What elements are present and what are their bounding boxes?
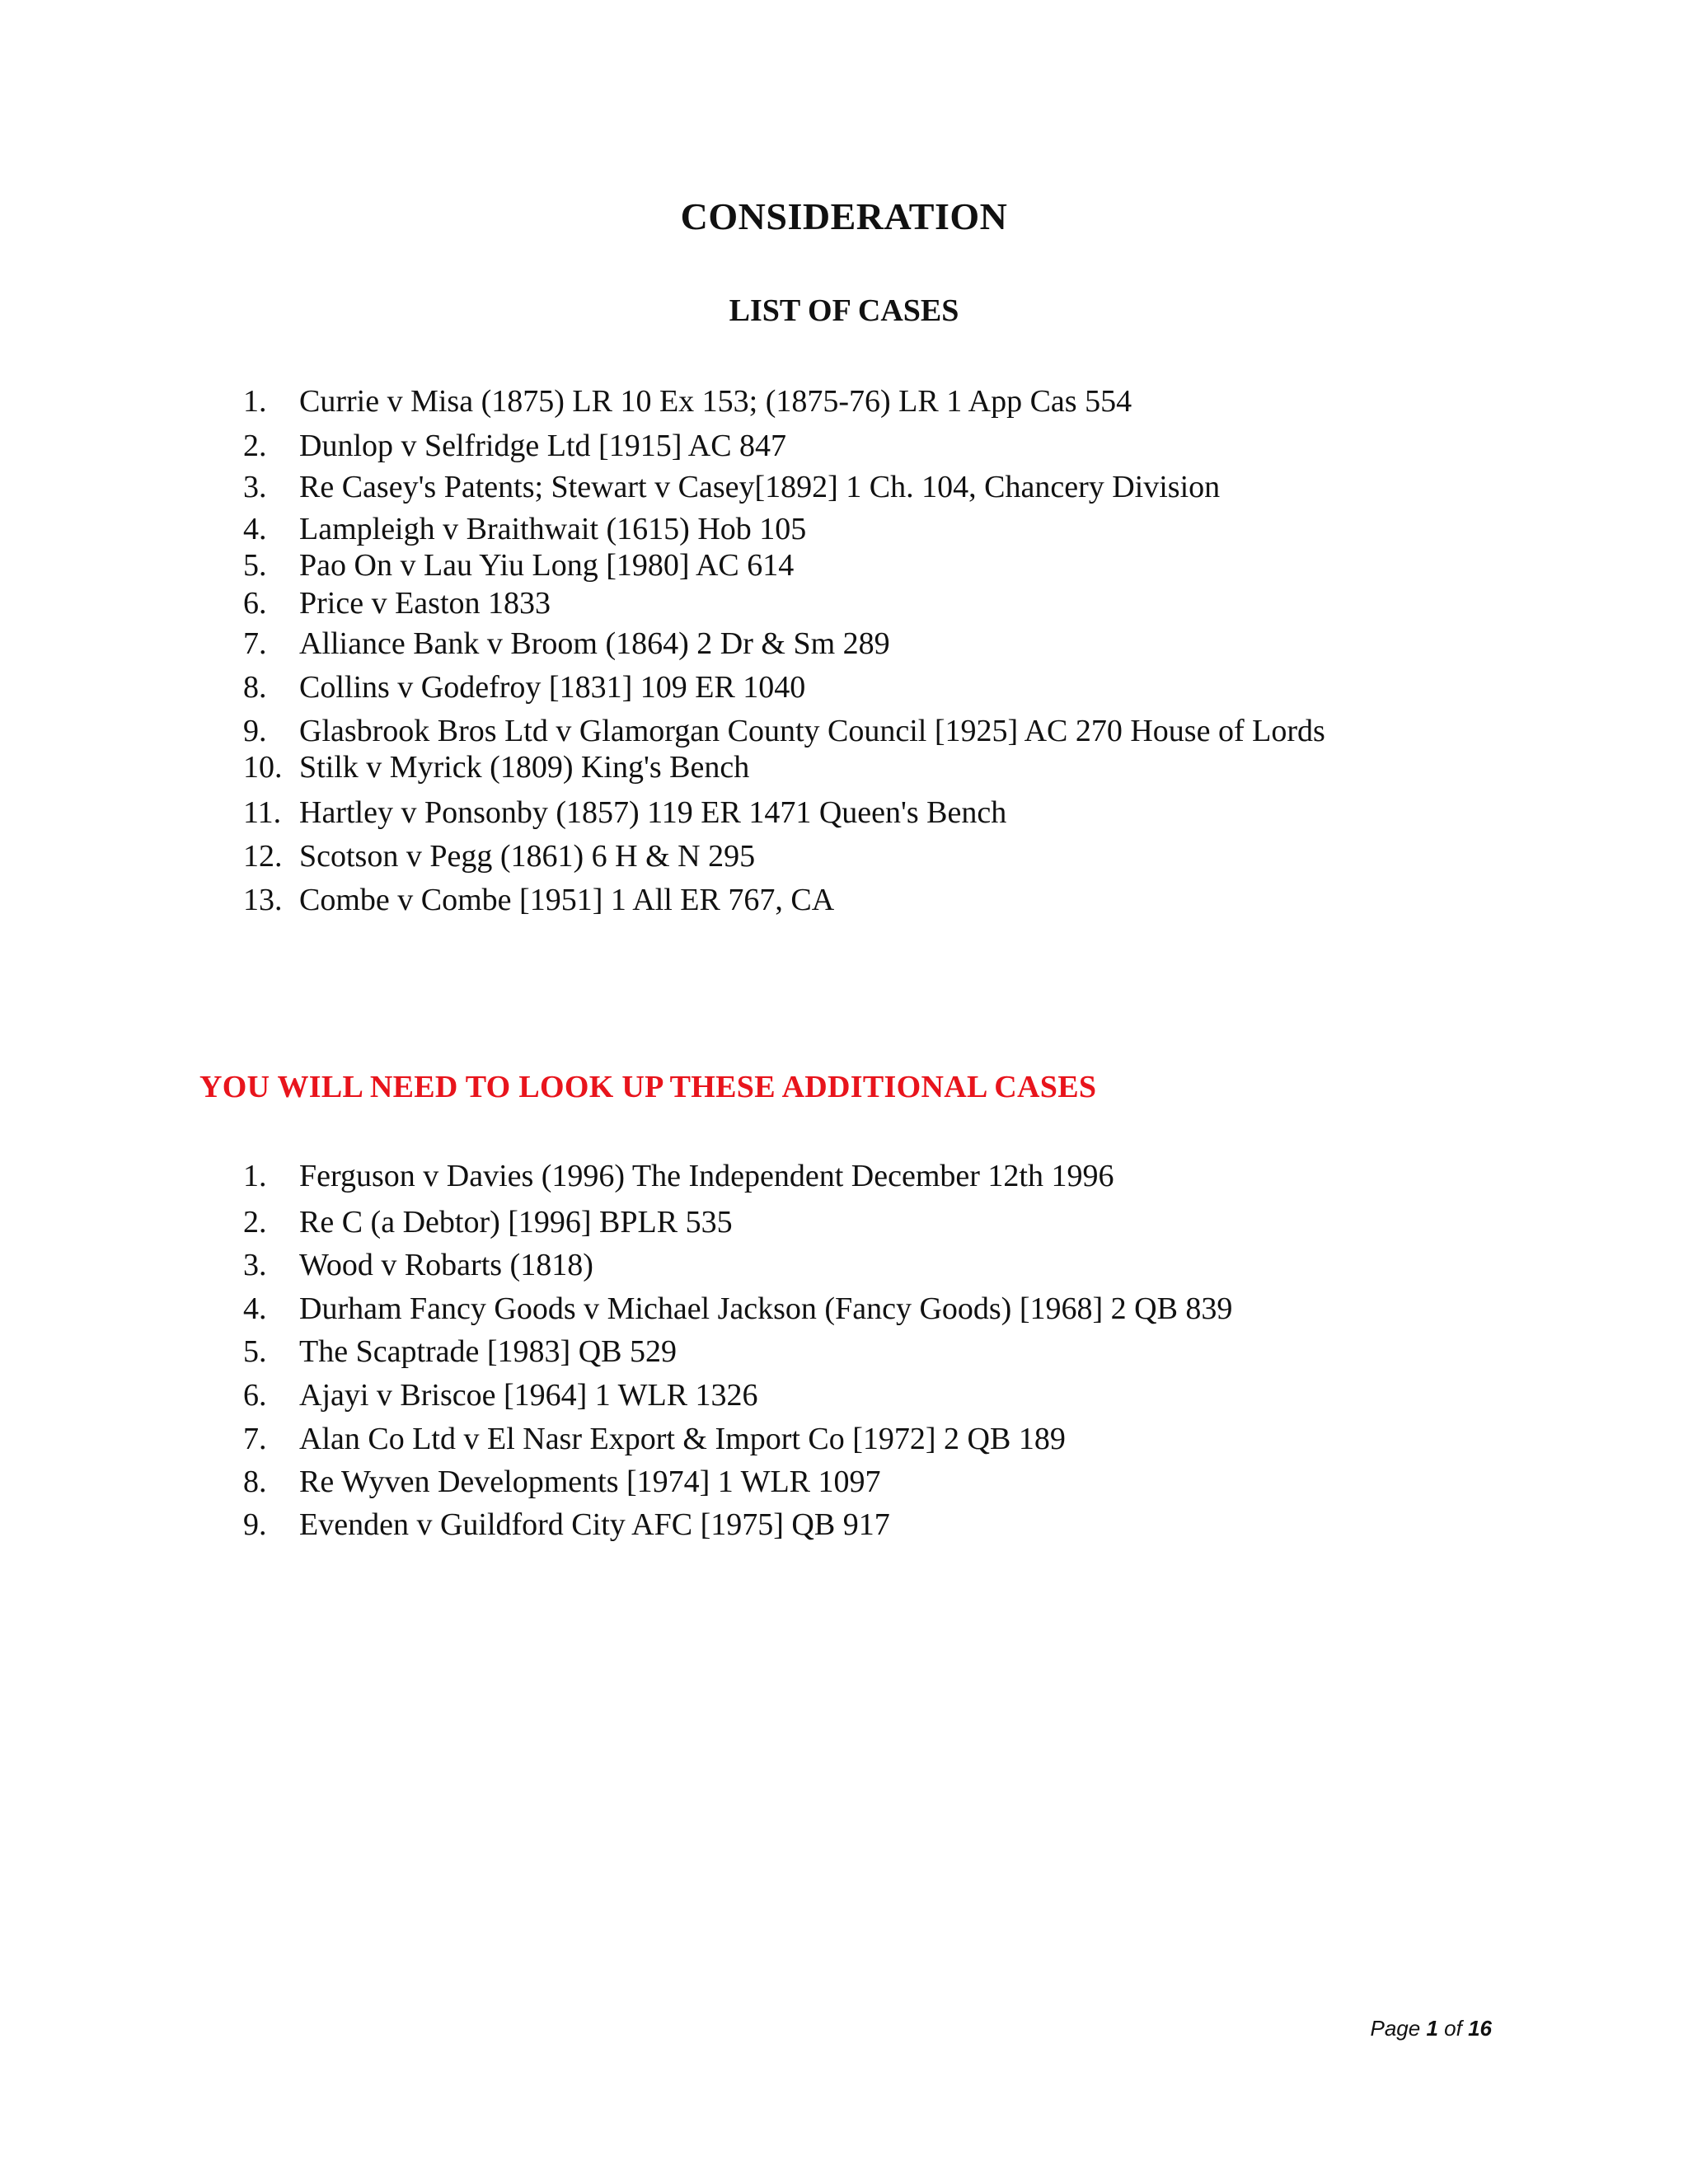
list-item-text: Ferguson v Davies (1996) The Independent December 12th 1996: [299, 1159, 1114, 1193]
list-item-text: Collins v Godefroy [1831] 109 ER 1040: [299, 670, 806, 705]
list-item: [243, 1506, 890, 1544]
document-title: CONSIDERATION: [680, 195, 1008, 237]
list-item: [243, 584, 551, 622]
list-item: [243, 468, 1220, 506]
list-item-text: Glasbrook Bros Ltd v Glamorgan County Council [1925] AC 270 House of Lords: [299, 714, 1325, 748]
current-page-number: 1: [1426, 2016, 1438, 2041]
list-item-number: 6.: [243, 1378, 267, 1413]
list-item-text: Ajayi v Briscoe [1964] 1 WLR 1326: [299, 1378, 758, 1413]
list-item-number: 3.: [243, 470, 267, 504]
list-item-number: 11.: [243, 795, 282, 830]
list-item-text: Price v Easton 1833: [299, 586, 551, 621]
list-item-text: Scotson v Pegg (1861) 6 H & N 295: [299, 839, 756, 874]
list-item-text: Re C (a Debtor) [1996] BPLR 535: [299, 1205, 733, 1240]
list-item-number: 8.: [243, 670, 267, 705]
list-item: [243, 881, 834, 919]
list-item-text: Stilk v Myrick (1809) King's Bench: [299, 750, 750, 785]
list-item-number: 10.: [243, 750, 283, 785]
list-item: [243, 1463, 881, 1501]
list-item-number: 9.: [243, 714, 267, 748]
list-item-text: Evenden v Guildford City AFC [1975] QB 917: [299, 1507, 890, 1542]
list-item-text: Currie v Misa (1875) LR 10 Ex 153; (1875-76) LR 1 App Cas 554: [299, 384, 1132, 419]
list-item-text: Re Wyven Developments [1974] 1 WLR 1097: [299, 1465, 881, 1499]
list-item: [243, 1203, 733, 1241]
total-page-count: 16: [1468, 2016, 1492, 2041]
list-item-number: 12.: [243, 839, 283, 874]
list-item-number: 4.: [243, 1291, 267, 1326]
list-item-number: 4.: [243, 512, 267, 546]
list-item-number: 3.: [243, 1248, 267, 1282]
list-item-number: 13.: [243, 883, 283, 917]
list-item-number: 9.: [243, 1507, 267, 1542]
list-item: [243, 546, 794, 584]
list-item: [243, 625, 890, 663]
list-item-text: Alliance Bank v Broom (1864) 2 Dr & Sm 289: [299, 626, 890, 661]
list-item: [243, 1246, 593, 1284]
list-item-number: 2.: [243, 1205, 267, 1240]
list-item-text: Re Casey's Patents; Stewart v Casey[1892] 1 Ch. 104, Chancery Division: [299, 470, 1221, 504]
list-item: [243, 510, 806, 548]
list-item: [243, 1333, 677, 1371]
page-number-footer: [1370, 2016, 1492, 2041]
list-item-number: 5.: [243, 1334, 267, 1369]
list-item-text: Durham Fancy Goods v Michael Jackson (Fancy Goods) [1968] 2 QB 839: [299, 1291, 1233, 1326]
list-item-number: 5.: [243, 548, 267, 583]
list-item-text: Hartley v Ponsonby (1857) 119 ER 1471 Queen's Bench: [299, 795, 1007, 830]
list-item: [243, 427, 786, 465]
list-item: [243, 1376, 758, 1414]
list-item-number: 7.: [243, 626, 267, 661]
page-word: Page: [1370, 2016, 1421, 2041]
additional-cases-heading: YOU WILL NEED TO LOOK UP THESE ADDITIONAL CASES: [199, 1070, 1097, 1104]
list-item-number: 8.: [243, 1465, 267, 1499]
list-item: [243, 1420, 1066, 1458]
list-item-text: Wood v Robarts (1818): [299, 1248, 593, 1282]
list-item-text: The Scaptrade [1983] QB 529: [299, 1334, 677, 1369]
list-item: [243, 837, 755, 875]
list-item: [243, 794, 1006, 832]
list-item: [243, 668, 805, 706]
list-item: [243, 382, 1132, 420]
list-item: [243, 712, 1325, 750]
list-item-number: 1.: [243, 1159, 267, 1193]
of-word: of: [1444, 2016, 1462, 2041]
list-item-text: Alan Co Ltd v El Nasr Export & Import Co [1972] 2 QB 189: [299, 1422, 1066, 1456]
list-item-number: 6.: [243, 586, 267, 621]
list-item-number: 2.: [243, 429, 267, 463]
document-subtitle: LIST OF CASES: [729, 293, 959, 328]
list-item: [243, 1157, 1114, 1195]
list-item: [243, 1290, 1232, 1328]
list-item-number: 1.: [243, 384, 267, 419]
list-item-number: 7.: [243, 1422, 267, 1456]
list-item-text: Combe v Combe [1951] 1 All ER 767, CA: [299, 883, 835, 917]
list-item-text: Dunlop v Selfridge Ltd [1915] AC 847: [299, 429, 787, 463]
list-item-text: Lampleigh v Braithwait (1615) Hob 105: [299, 512, 807, 546]
list-item: [243, 748, 749, 786]
list-item-text: Pao On v Lau Yiu Long [1980] AC 614: [299, 548, 795, 583]
